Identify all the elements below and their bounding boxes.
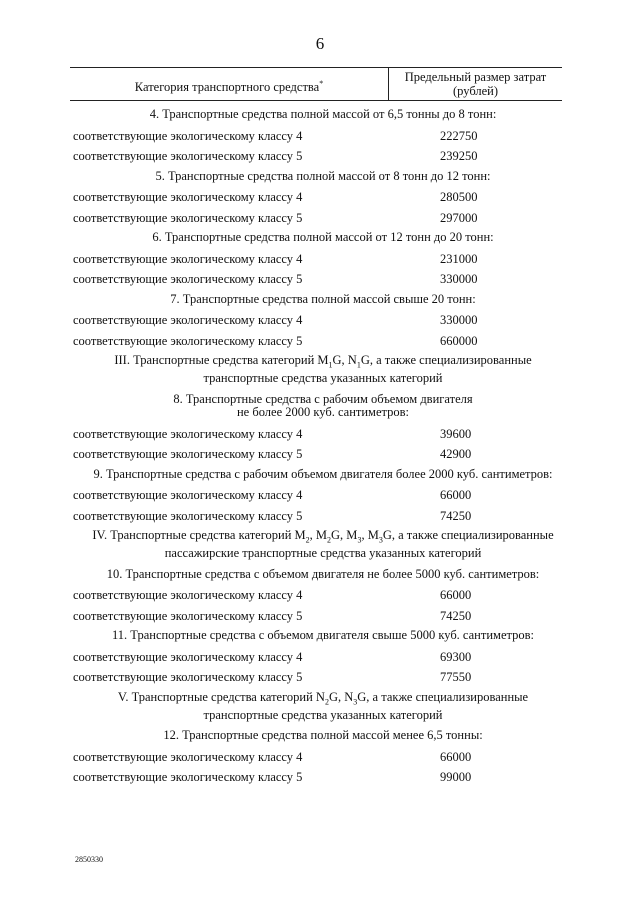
- section-heading-line: 11. Транспортные средства с объемом двигателя свыше 5000 куб. сантиметров:: [112, 628, 534, 642]
- section-heading-line: не более 2000 куб. сантиметров:: [236, 405, 410, 419]
- section-heading-line: 12. Транспортные средства полной массой менее 6,5 тонны:: [163, 728, 483, 742]
- row-label: соответствующие экологическому классу 5: [73, 149, 303, 163]
- section-heading: [73, 687, 573, 726]
- section-heading-line: III. Транспортные средства категорий $M_1G$, $N_1G$, а также специализированные: [114, 353, 532, 370]
- row-value: 66000: [440, 488, 472, 502]
- row-label: соответствующие экологическому классу 4: [73, 313, 303, 327]
- section-heading-line: V. Транспортные средства категорий $N_2G$, $N_3G$, а также специализированные: [117, 689, 529, 706]
- section-heading-line: 9. Транспортные средства с рабочим объемом двигателя более 2000 куб. сантиметров:: [93, 466, 553, 481]
- section-heading: [73, 525, 573, 564]
- section-heading: [73, 350, 573, 389]
- row-value: 66000: [440, 749, 472, 764]
- section-heading: [73, 464, 573, 485]
- row-label: соответствующие экологическому классу 4: [73, 128, 303, 143]
- row-label: соответствующие экологическому классу 4: [73, 251, 303, 266]
- section-heading-line: пассажирские транспортные средства указанных категорий: [164, 546, 482, 560]
- row-value: 297000: [440, 210, 478, 225]
- row-label: соответствующие экологическому классу 4: [73, 488, 303, 502]
- section-heading: [73, 625, 573, 646]
- row-label: соответствующие экологическому классу 5: [73, 272, 303, 286]
- row-value: 42900: [440, 447, 472, 461]
- section-heading-line: 4. Транспортные средства полной массой от 6,5 тонны до 8 тонн:: [149, 107, 497, 121]
- section-heading: [73, 389, 573, 423]
- row-label: соответствующие экологическому классу 5: [73, 608, 303, 623]
- table-row: [73, 666, 573, 687]
- section-heading: [73, 227, 573, 248]
- row-value: 330000: [440, 313, 478, 327]
- table-row: [73, 207, 573, 228]
- header-limit-line2: (рублей): [452, 84, 499, 98]
- row-value: 74250: [440, 608, 472, 623]
- section-heading-line: 7. Транспортные средства полной массой свыше 20 тонн:: [170, 291, 476, 306]
- row-value: 74250: [440, 508, 472, 523]
- row-label: соответствующие экологическому классу 5: [73, 770, 303, 784]
- row-label: соответствующие экологическому классу 4: [73, 588, 303, 602]
- row-label: соответствующие экологическому классу 4: [73, 649, 303, 664]
- table-row: [73, 268, 573, 289]
- table-row: [73, 145, 573, 166]
- header-footnote-mark: *: [319, 79, 324, 88]
- table-row: [73, 443, 573, 464]
- section-heading: [73, 104, 573, 125]
- row-value: 239250: [440, 149, 478, 163]
- header-category: [70, 68, 389, 100]
- header-category-label: Категория транспортного средства: [134, 80, 320, 95]
- table-row: [73, 505, 573, 526]
- row-value: 77550: [440, 670, 472, 684]
- section-heading-line: транспортные средства указанных категорий: [203, 707, 443, 722]
- row-label: соответствующие экологическому классу 5: [73, 210, 303, 225]
- table-row: [73, 309, 573, 330]
- section-heading: [73, 166, 573, 187]
- section-heading-line: IV. Транспортные средства категорий $M_2$, $M_2G$, $M_3$, $M_3G$, а также специализированные: [92, 528, 554, 545]
- section-heading: [73, 564, 573, 585]
- table-row: [73, 746, 573, 767]
- row-value: 280500: [440, 190, 478, 204]
- row-value: 231000: [440, 251, 478, 266]
- document-code: 2850330: [75, 855, 103, 864]
- row-label: соответствующие экологическому классу 4: [73, 749, 303, 764]
- row-label: соответствующие экологическому классу 4: [73, 426, 303, 441]
- row-value: 222750: [440, 128, 478, 143]
- row-label: соответствующие экологическому классу 5: [73, 447, 303, 461]
- table-row: [73, 125, 573, 146]
- row-value: 66000: [440, 588, 472, 602]
- section-heading: [73, 725, 573, 746]
- table-body: [73, 104, 573, 787]
- table-row: [73, 186, 573, 207]
- table-row: [73, 584, 573, 605]
- row-label: соответствующие экологическому классу 5: [73, 508, 303, 523]
- row-value: 99000: [440, 770, 472, 784]
- page-number: 6: [315, 34, 325, 53]
- section-heading-line: 5. Транспортные средства полной массой от 8 тонн до 12 тонн:: [155, 168, 491, 183]
- section-heading-line: 10. Транспортные средства с объемом двигателя не более 5000 куб. сантиметров:: [106, 566, 540, 581]
- section-heading-line: транспортные средства указанных категорий: [203, 371, 443, 385]
- table-row: [73, 330, 573, 351]
- row-label: соответствующие экологическому классу 4: [73, 190, 303, 204]
- row-label: соответствующие экологическому классу 5: [73, 333, 303, 348]
- row-value: 39600: [440, 426, 472, 441]
- section-heading-line: 8. Транспортные средства с рабочим объемом двигателя: [173, 391, 473, 406]
- row-value: 330000: [440, 272, 478, 286]
- table-row: [73, 484, 573, 505]
- row-label: соответствующие экологическому классу 5: [73, 670, 303, 684]
- section-heading-line: 6. Транспортные средства полной массой от 12 тонн до 20 тонн:: [152, 230, 494, 244]
- header-limit-line1: Предельный размер затрат: [404, 70, 547, 84]
- table-row: [73, 766, 573, 787]
- header-limit: [389, 70, 562, 98]
- table-header: [70, 67, 562, 101]
- table-row: [73, 646, 573, 667]
- table-row: [73, 248, 573, 269]
- row-value: 69300: [440, 649, 472, 664]
- row-value: 660000: [440, 333, 478, 348]
- section-heading: [73, 289, 573, 310]
- table-row: [73, 423, 573, 444]
- table-row: [73, 605, 573, 626]
